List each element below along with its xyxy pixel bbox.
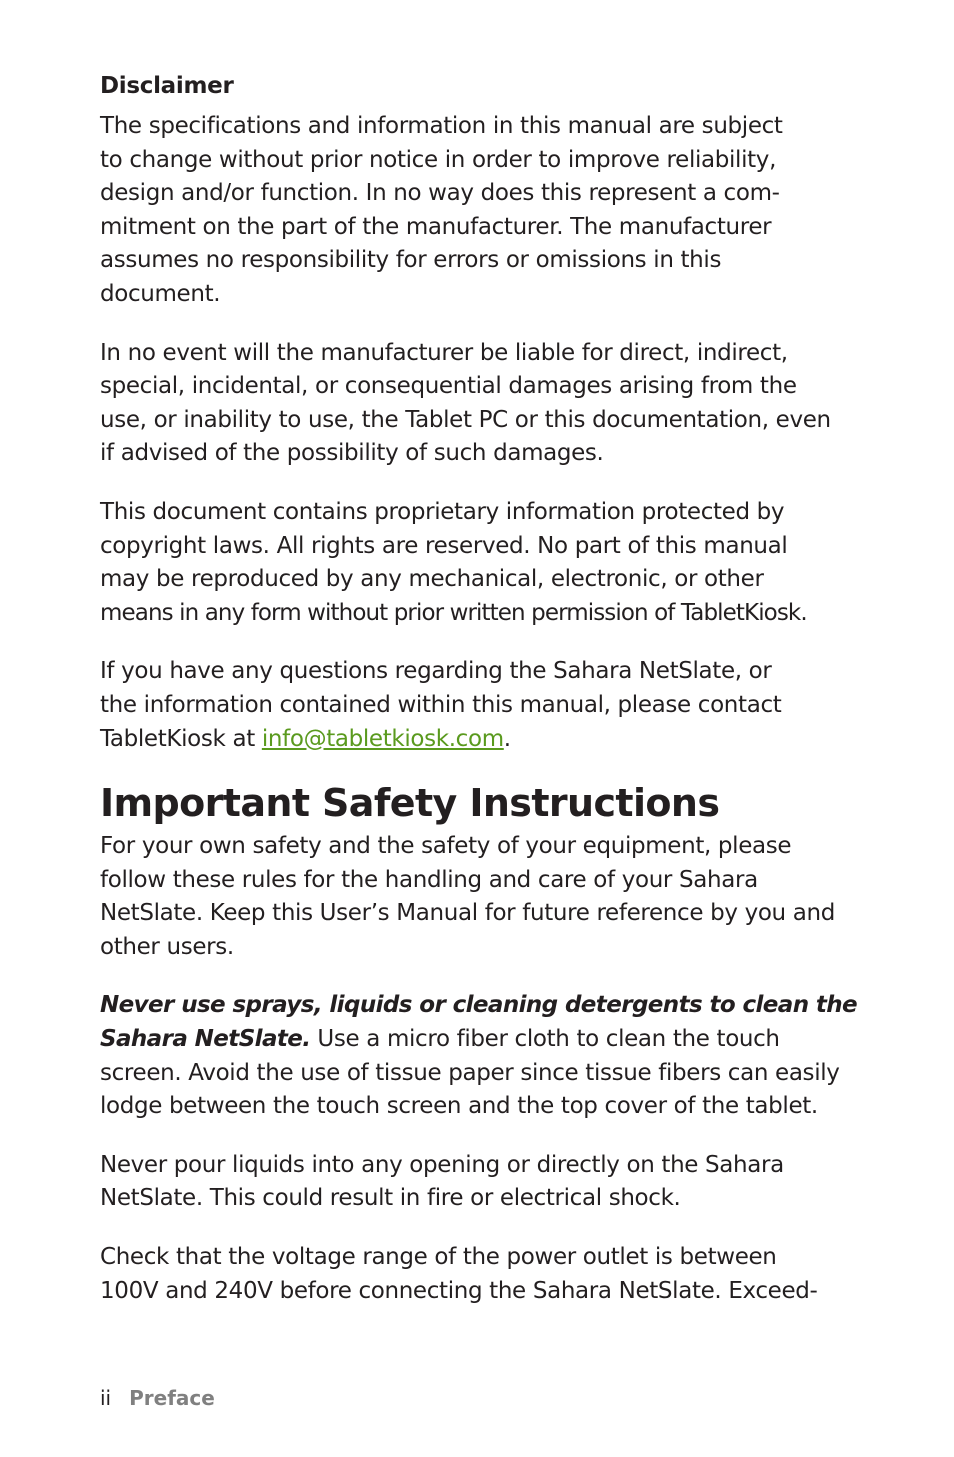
text-line: In no event will the manufacturer be liable for direct, indirect, bbox=[100, 339, 788, 366]
text-line: special, incidental, or consequential damages arising from the bbox=[100, 373, 797, 400]
disclaimer-paragraph-1 bbox=[100, 110, 860, 312]
text-line: This document contains proprietary information protected by bbox=[100, 498, 785, 525]
text-line: if advised of the possibility of such damages. bbox=[100, 440, 604, 467]
text-line: mitment on the part of the manufacturer. The manufacturer bbox=[100, 213, 772, 240]
text-line: screen. Avoid the use of tissue paper since tissue fibers can easily bbox=[100, 1059, 840, 1086]
safety-rule-3 bbox=[100, 1241, 860, 1308]
text-line: assumes no responsibility for errors or omissions in this bbox=[100, 247, 722, 274]
text-line: follow these rules for the handling and care of your Sahara bbox=[100, 866, 758, 893]
text-line: lodge between the touch screen and the top cover of the tablet. bbox=[100, 1093, 818, 1120]
paragraph-gap bbox=[100, 630, 860, 655]
safety-intro-paragraph bbox=[100, 830, 860, 964]
safety-rule-1 bbox=[100, 989, 860, 1123]
text-fragment: Sahara NetSlate. bbox=[100, 1026, 311, 1053]
text-line: Never use sprays, liquids or cleaning detergents to clean the bbox=[100, 992, 858, 1019]
paragraph-gap bbox=[100, 1216, 860, 1241]
text-line: may be reproduced by any mechanical, electronic, or other bbox=[100, 566, 764, 593]
disclaimer-paragraph-4 bbox=[100, 655, 860, 756]
disclaimer-paragraph-2 bbox=[100, 337, 860, 471]
text-line: design and/or function. In no way does this represent a com- bbox=[100, 180, 780, 207]
text-line: use, or inability to use, the Tablet PC or this documentation, even bbox=[100, 406, 831, 433]
text-fragment: TabletKiosk at bbox=[100, 725, 262, 752]
paragraph-gap bbox=[100, 964, 860, 989]
text-line: If you have any questions regarding the Sahara NetSlate, or bbox=[100, 658, 772, 685]
safety-rule-2 bbox=[100, 1149, 860, 1216]
paragraph-gap bbox=[100, 1124, 860, 1149]
page-number: ii bbox=[100, 1386, 112, 1410]
text-line bbox=[100, 723, 860, 757]
text-line: NetSlate. This could result in fire or electrical shock. bbox=[100, 1185, 681, 1212]
page-footer bbox=[100, 1384, 215, 1412]
text-line: to change without prior notice in order to improve reliability, bbox=[100, 146, 777, 173]
text-line: The specifications and information in this manual are subject bbox=[100, 113, 783, 139]
paragraph-gap bbox=[100, 471, 860, 496]
text-line bbox=[100, 1023, 860, 1057]
text-line: copyright laws. All rights are reserved. No part of this manual bbox=[100, 532, 788, 559]
text-line: For your own safety and the safety of your equipment, please bbox=[100, 833, 792, 860]
text-fragment: Use a micro fiber cloth to clean the touch bbox=[310, 1026, 780, 1053]
text-line: 100V and 240V before connecting the Sahara NetSlate. Exceed- bbox=[100, 1277, 818, 1304]
disclaimer-heading: Disclaimer bbox=[100, 73, 234, 99]
text-line: NetSlate. Keep this User’s Manual for future reference by you and bbox=[100, 900, 835, 927]
document-page bbox=[100, 68, 860, 1308]
text-line: the information contained within this manual, please contact bbox=[100, 691, 782, 718]
text-line: document. bbox=[100, 280, 221, 307]
text-line: Check that the voltage range of the power outlet is between bbox=[100, 1244, 777, 1271]
text-fragment: . bbox=[503, 725, 511, 752]
text-line: means in any form without prior written permission of TabletKiosk. bbox=[100, 599, 807, 626]
text-line: other users. bbox=[100, 933, 234, 960]
text-line: Never pour liquids into any opening or directly on the Sahara bbox=[100, 1151, 784, 1178]
safety-title: Important Safety Instructions bbox=[100, 781, 720, 826]
footer-section-label: Preface bbox=[129, 1386, 215, 1410]
paragraph-gap bbox=[100, 312, 860, 337]
contact-email-link[interactable]: info@tabletkiosk.com bbox=[261, 725, 504, 752]
disclaimer-paragraph-3 bbox=[100, 496, 860, 630]
